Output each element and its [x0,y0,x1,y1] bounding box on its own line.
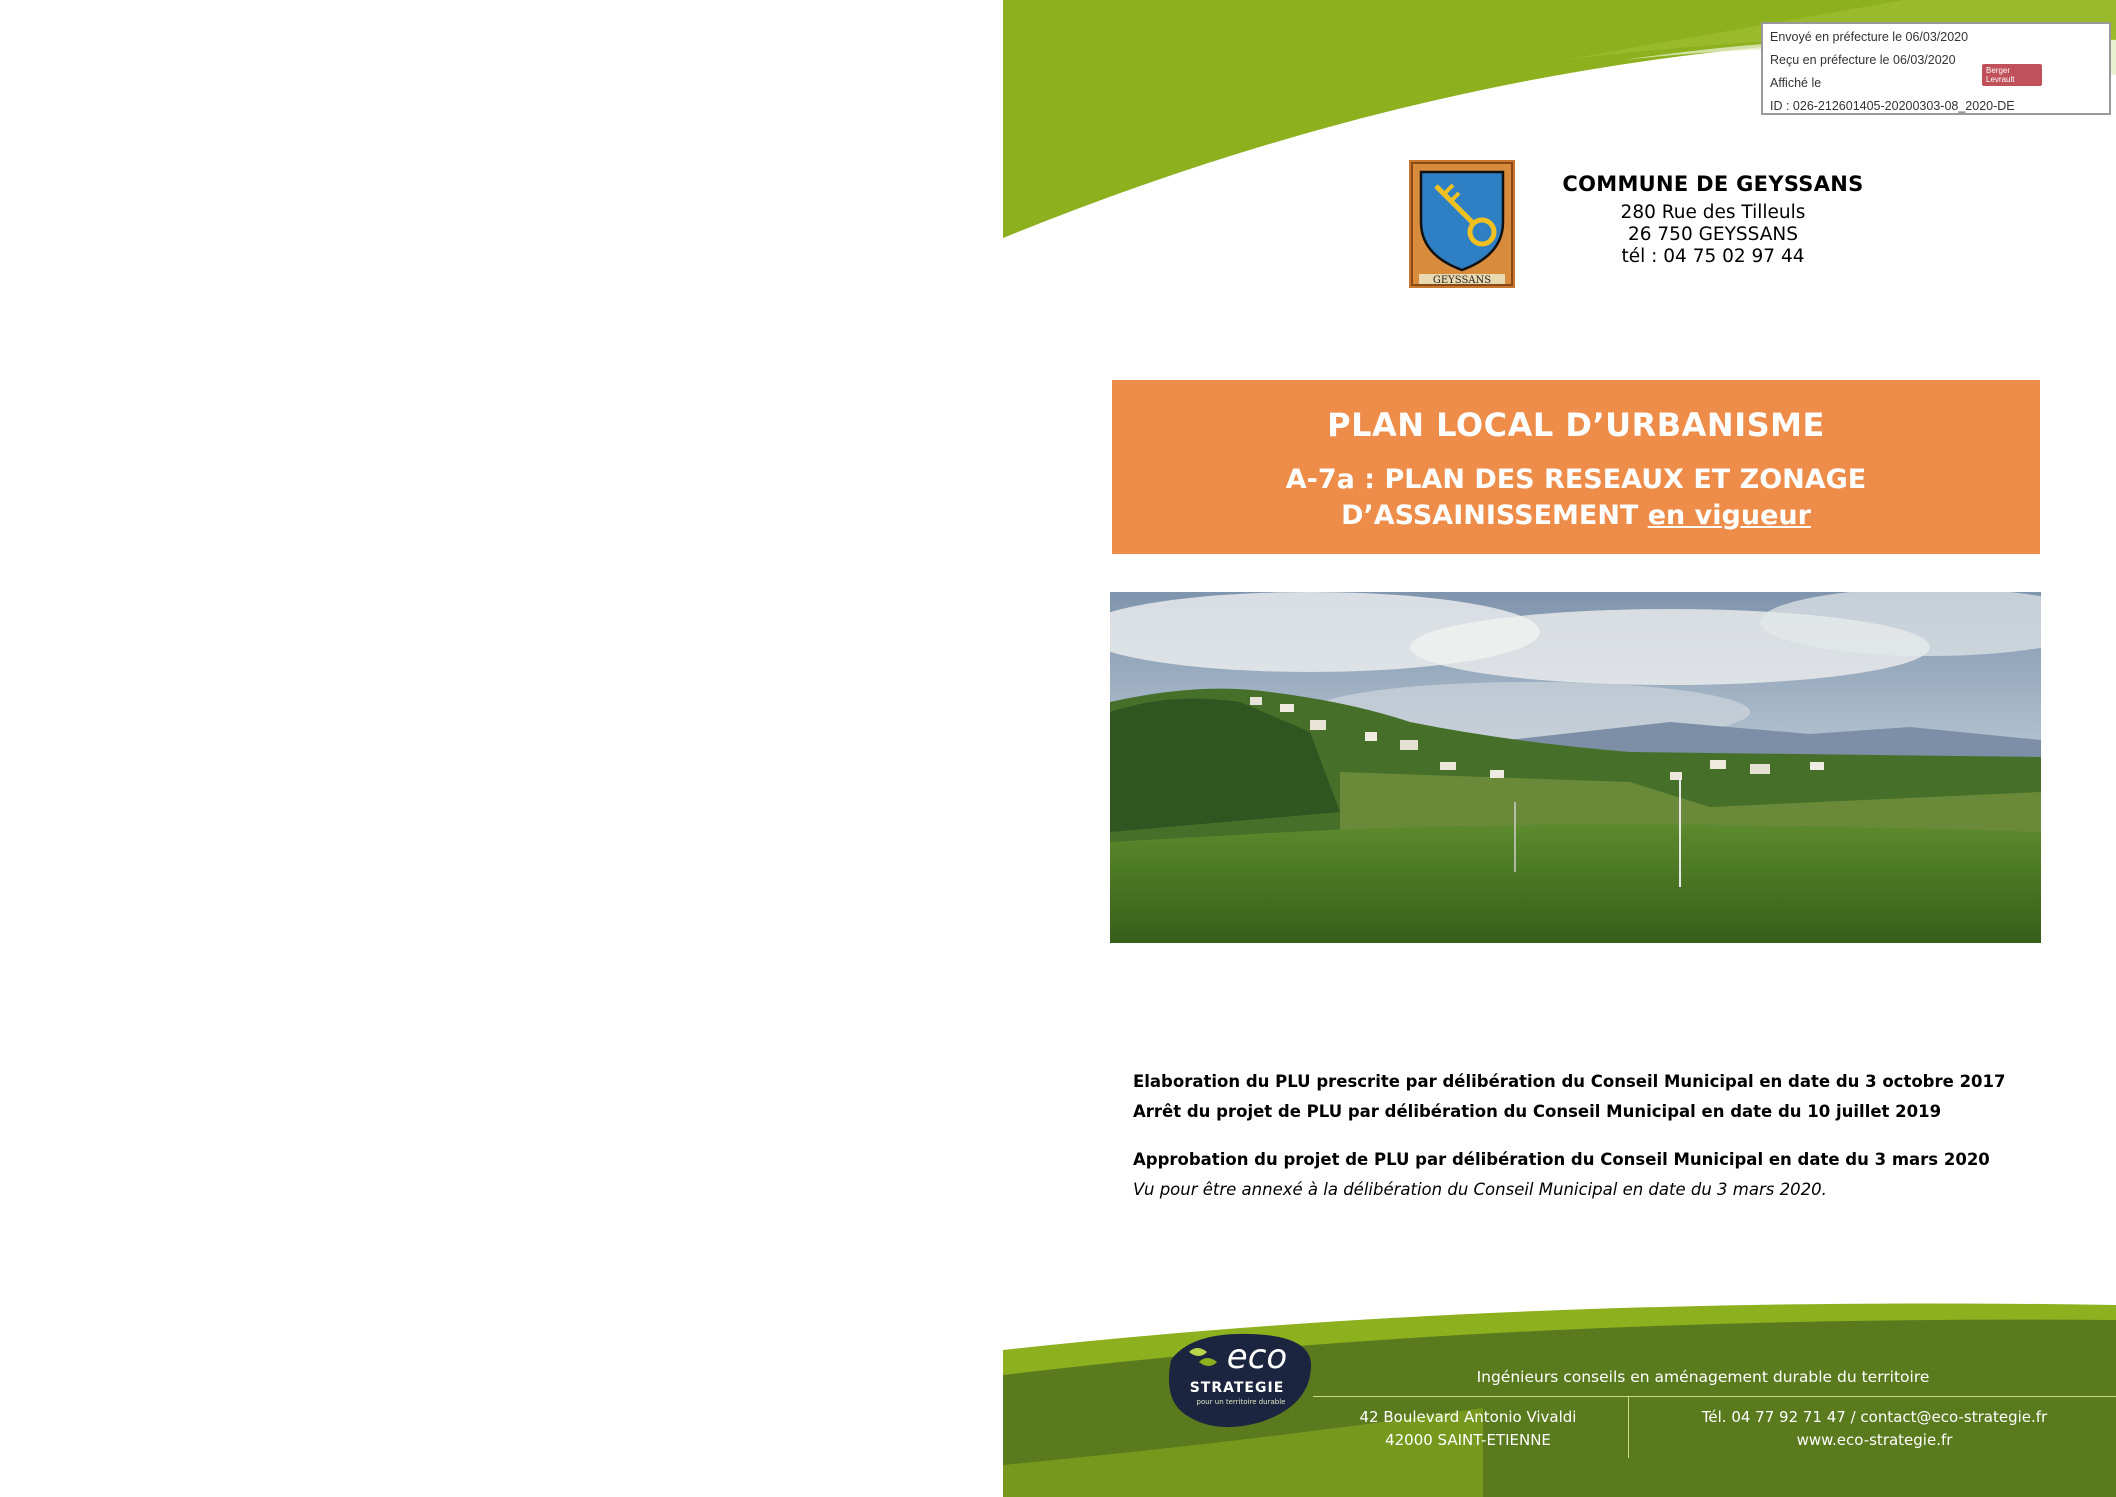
logo-eco-text: eco [1226,1337,1288,1377]
subtitle-line2-text: D’ASSAINISSEMENT [1341,500,1639,531]
crest-label: GEYSSANS [1432,275,1492,286]
deliberation-approbation: Approbation du projet de PLU par délibération du Conseil Municipal en date du 3 mars 2020 [1133,1150,1990,1169]
commune-phone: tél : 04 75 02 97 44 [1621,246,1805,267]
title-box [1112,380,2040,554]
footer-address-line2: 42000 SAINT-ETIENNE [1385,1431,1551,1449]
logo-tagline-text: pour un territoire durable [1196,1398,1286,1406]
deliberation-arret: Arrêt du projet de PLU par délibération du Conseil Municipal en date du 10 juillet 2019 [1133,1102,1942,1121]
prefecture-stamp [1761,22,2111,115]
footer-address [1313,1406,1623,1452]
berger-levrault-logo: Berger Levrault [1982,64,2042,86]
landscape-photo [1110,592,2041,943]
document-subtitle [1112,462,2040,534]
footer-contact [1633,1406,2116,1452]
stamp-id: ID : 026-212601405-20200303-08_2020-DE [1770,99,2015,113]
stamp-received: Reçu en préfecture le 06/03/2020 [1770,53,1956,67]
document-page [1003,0,2116,1497]
footer-website-link[interactable]: www.eco-strategie.fr [1796,1431,1953,1449]
footer-tagline: Ingénieurs conseils en aménagement durable du territoire [1476,1368,1930,1386]
document-title: PLAN LOCAL D’URBANISME [1327,406,1825,444]
logo-strategie-text: STRATEGIE [1189,1380,1285,1396]
commune-street: 280 Rue des Tilleuls [1620,202,1806,223]
footer-phone-email[interactable]: Tél. 04 77 92 71 47 / contact@eco-strategie.fr [1701,1408,2048,1426]
subtitle-emphasis: en vigueur [1647,500,1811,531]
stamp-posted: Affiché le [1770,76,1822,90]
subtitle-line2 [1112,498,2040,534]
footer-address-line1: 42 Boulevard Antonio Vivaldi [1359,1408,1577,1426]
commune-header [1553,172,1873,268]
geyssans-crest-icon [1409,160,1515,288]
stamp-sent: Envoyé en préfecture le 06/03/2020 [1770,30,1969,44]
deliberation-annex-note: Vu pour être annexé à la délibération du Conseil Municipal en date du 3 mars 2020. [1133,1180,1827,1199]
footer-divider [1313,1396,2116,1397]
commune-city: 26 750 GEYSSANS [1627,224,1798,245]
commune-name: COMMUNE DE GEYSSANS [1562,172,1864,196]
deliberation-elaboration: Elaboration du PLU prescrite par délibération du Conseil Municipal en date du 3 octobre 2017 [1133,1072,2006,1091]
eco-strategie-logo-icon [1161,1330,1313,1430]
subtitle-line1: A-7a : PLAN DES RESEAUX ET ZONAGE [1285,464,1867,495]
footer-vertical-divider [1628,1396,1629,1458]
